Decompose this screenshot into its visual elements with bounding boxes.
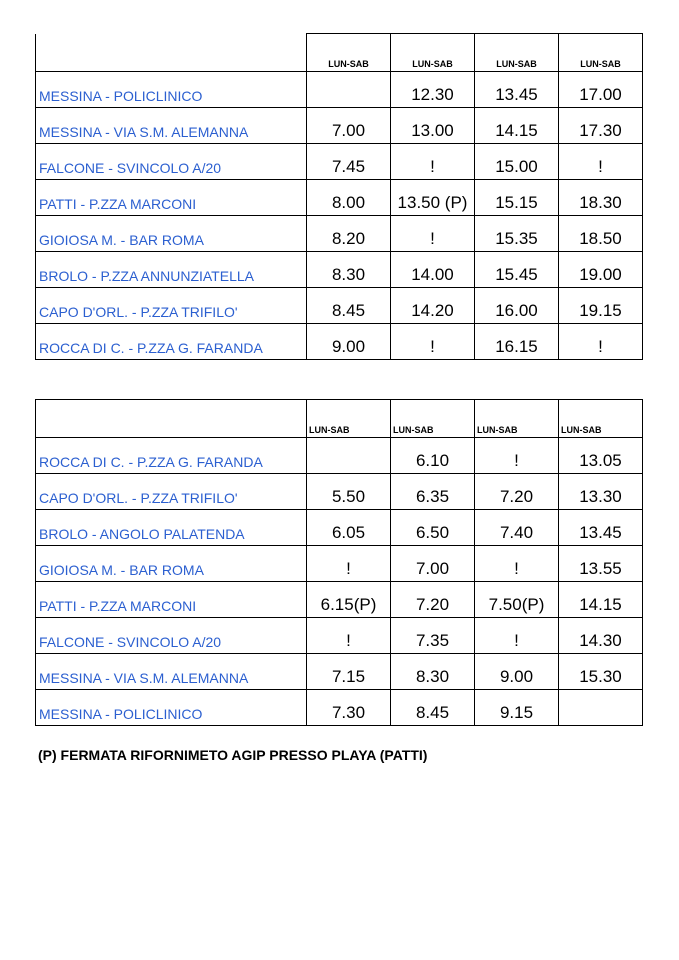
departure-time: 6.50 bbox=[391, 510, 475, 546]
table-row bbox=[36, 324, 643, 360]
return-day-header: LUN-SAB bbox=[559, 400, 643, 438]
return-day-header: LUN-SAB bbox=[391, 400, 475, 438]
return-day-header: LUN-SAB bbox=[307, 400, 391, 438]
departure-time: 18.30 bbox=[559, 180, 643, 216]
stop-name: BROLO - P.ZZA ANNUNZIATELLA bbox=[36, 252, 307, 288]
departure-time: 16.00 bbox=[475, 288, 559, 324]
departure-time: 7.45 bbox=[307, 144, 391, 180]
footnote: (P) FERMATA RIFORNIMETO AGIP PRESSO PLAYA (PATTI) bbox=[38, 747, 428, 763]
departure-time: 8.30 bbox=[391, 654, 475, 690]
outbound-day-header: LUN-SAB bbox=[307, 34, 391, 72]
table-row bbox=[36, 546, 643, 582]
departure-time: 6.35 bbox=[391, 474, 475, 510]
departure-time: 7.40 bbox=[475, 510, 559, 546]
departure-time: 13.45 bbox=[475, 72, 559, 108]
table-row bbox=[36, 654, 643, 690]
departure-time: ! bbox=[307, 618, 391, 654]
departure-time: 7.15 bbox=[307, 654, 391, 690]
departure-time: 7.50(P) bbox=[475, 582, 559, 618]
stop-name: MESSINA - POLICLINICO bbox=[36, 690, 307, 726]
departure-time bbox=[307, 438, 391, 474]
stop-name: MESSINA - VIA S.M. ALEMANNA bbox=[36, 654, 307, 690]
stop-name: CAPO D'ORL. - P.ZZA TRIFILO' bbox=[36, 474, 307, 510]
departure-time: 14.30 bbox=[559, 618, 643, 654]
stop-name: MESSINA - VIA S.M. ALEMANNA bbox=[36, 108, 307, 144]
stop-name: CAPO D'ORL. - P.ZZA TRIFILO' bbox=[36, 288, 307, 324]
table-row bbox=[36, 618, 643, 654]
departure-time: 15.45 bbox=[475, 252, 559, 288]
departure-time: ! bbox=[475, 618, 559, 654]
stop-name: FALCONE - SVINCOLO A/20 bbox=[36, 618, 307, 654]
departure-time: ! bbox=[475, 546, 559, 582]
table-row bbox=[36, 144, 643, 180]
departure-time: 5.50 bbox=[307, 474, 391, 510]
return-header-row bbox=[36, 400, 643, 438]
outbound-header-corner bbox=[36, 34, 307, 72]
table-row bbox=[36, 690, 643, 726]
departure-time: 14.15 bbox=[475, 108, 559, 144]
departure-time: 15.30 bbox=[559, 654, 643, 690]
departure-time: 12.30 bbox=[391, 72, 475, 108]
return-timetable bbox=[35, 399, 643, 726]
departure-time: 8.45 bbox=[391, 690, 475, 726]
departure-time: 6.15(P) bbox=[307, 582, 391, 618]
outbound-timetable bbox=[35, 33, 643, 360]
departure-time: 13.55 bbox=[559, 546, 643, 582]
departure-time: 15.35 bbox=[475, 216, 559, 252]
departure-time: 9.00 bbox=[475, 654, 559, 690]
table-row bbox=[36, 510, 643, 546]
departure-time: 7.20 bbox=[391, 582, 475, 618]
table-row bbox=[36, 474, 643, 510]
departure-time: 15.15 bbox=[475, 180, 559, 216]
departure-time: ! bbox=[391, 216, 475, 252]
return-header-corner bbox=[36, 400, 307, 438]
outbound-day-header: LUN-SAB bbox=[559, 34, 643, 72]
stop-name: GIOIOSA M. - BAR ROMA bbox=[36, 546, 307, 582]
departure-time: ! bbox=[391, 324, 475, 360]
departure-time: 14.20 bbox=[391, 288, 475, 324]
departure-time: 6.10 bbox=[391, 438, 475, 474]
departure-time: 8.30 bbox=[307, 252, 391, 288]
departure-time: 14.15 bbox=[559, 582, 643, 618]
departure-time: 7.00 bbox=[307, 108, 391, 144]
departure-time: 13.00 bbox=[391, 108, 475, 144]
stop-name: ROCCA DI C. - P.ZZA G. FARANDA bbox=[36, 438, 307, 474]
departure-time: 15.00 bbox=[475, 144, 559, 180]
departure-time: 19.00 bbox=[559, 252, 643, 288]
departure-time: 7.30 bbox=[307, 690, 391, 726]
departure-time: 7.00 bbox=[391, 546, 475, 582]
table-row bbox=[36, 288, 643, 324]
departure-time: ! bbox=[307, 546, 391, 582]
departure-time: 14.00 bbox=[391, 252, 475, 288]
table-row bbox=[36, 180, 643, 216]
departure-time: 18.50 bbox=[559, 216, 643, 252]
departure-time: 13.50 (P) bbox=[391, 180, 475, 216]
departure-time: 13.45 bbox=[559, 510, 643, 546]
outbound-day-header: LUN-SAB bbox=[475, 34, 559, 72]
table-row bbox=[36, 108, 643, 144]
stop-name: PATTI - P.ZZA MARCONI bbox=[36, 180, 307, 216]
departure-time: 13.30 bbox=[559, 474, 643, 510]
departure-time: 9.15 bbox=[475, 690, 559, 726]
stop-name: BROLO - ANGOLO PALATENDA bbox=[36, 510, 307, 546]
departure-time: ! bbox=[475, 438, 559, 474]
stop-name: ROCCA DI C. - P.ZZA G. FARANDA bbox=[36, 324, 307, 360]
departure-time bbox=[307, 72, 391, 108]
departure-time: 17.00 bbox=[559, 72, 643, 108]
table-row bbox=[36, 438, 643, 474]
stop-name: GIOIOSA M. - BAR ROMA bbox=[36, 216, 307, 252]
departure-time: 8.20 bbox=[307, 216, 391, 252]
departure-time: 8.00 bbox=[307, 180, 391, 216]
departure-time: 6.05 bbox=[307, 510, 391, 546]
departure-time: 7.35 bbox=[391, 618, 475, 654]
table-row bbox=[36, 72, 643, 108]
stop-name: FALCONE - SVINCOLO A/20 bbox=[36, 144, 307, 180]
departure-time: 16.15 bbox=[475, 324, 559, 360]
stop-name: MESSINA - POLICLINICO bbox=[36, 72, 307, 108]
departure-time: 8.45 bbox=[307, 288, 391, 324]
departure-time: ! bbox=[559, 144, 643, 180]
departure-time: ! bbox=[559, 324, 643, 360]
departure-time: 7.20 bbox=[475, 474, 559, 510]
departure-time: 13.05 bbox=[559, 438, 643, 474]
table-row bbox=[36, 582, 643, 618]
departure-time: ! bbox=[391, 144, 475, 180]
table-row bbox=[36, 252, 643, 288]
outbound-day-header: LUN-SAB bbox=[391, 34, 475, 72]
table-row bbox=[36, 216, 643, 252]
departure-time bbox=[559, 690, 643, 726]
departure-time: 19.15 bbox=[559, 288, 643, 324]
return-day-header: LUN-SAB bbox=[475, 400, 559, 438]
departure-time: 17.30 bbox=[559, 108, 643, 144]
departure-time: 9.00 bbox=[307, 324, 391, 360]
stop-name: PATTI - P.ZZA MARCONI bbox=[36, 582, 307, 618]
outbound-header-row bbox=[36, 34, 643, 72]
